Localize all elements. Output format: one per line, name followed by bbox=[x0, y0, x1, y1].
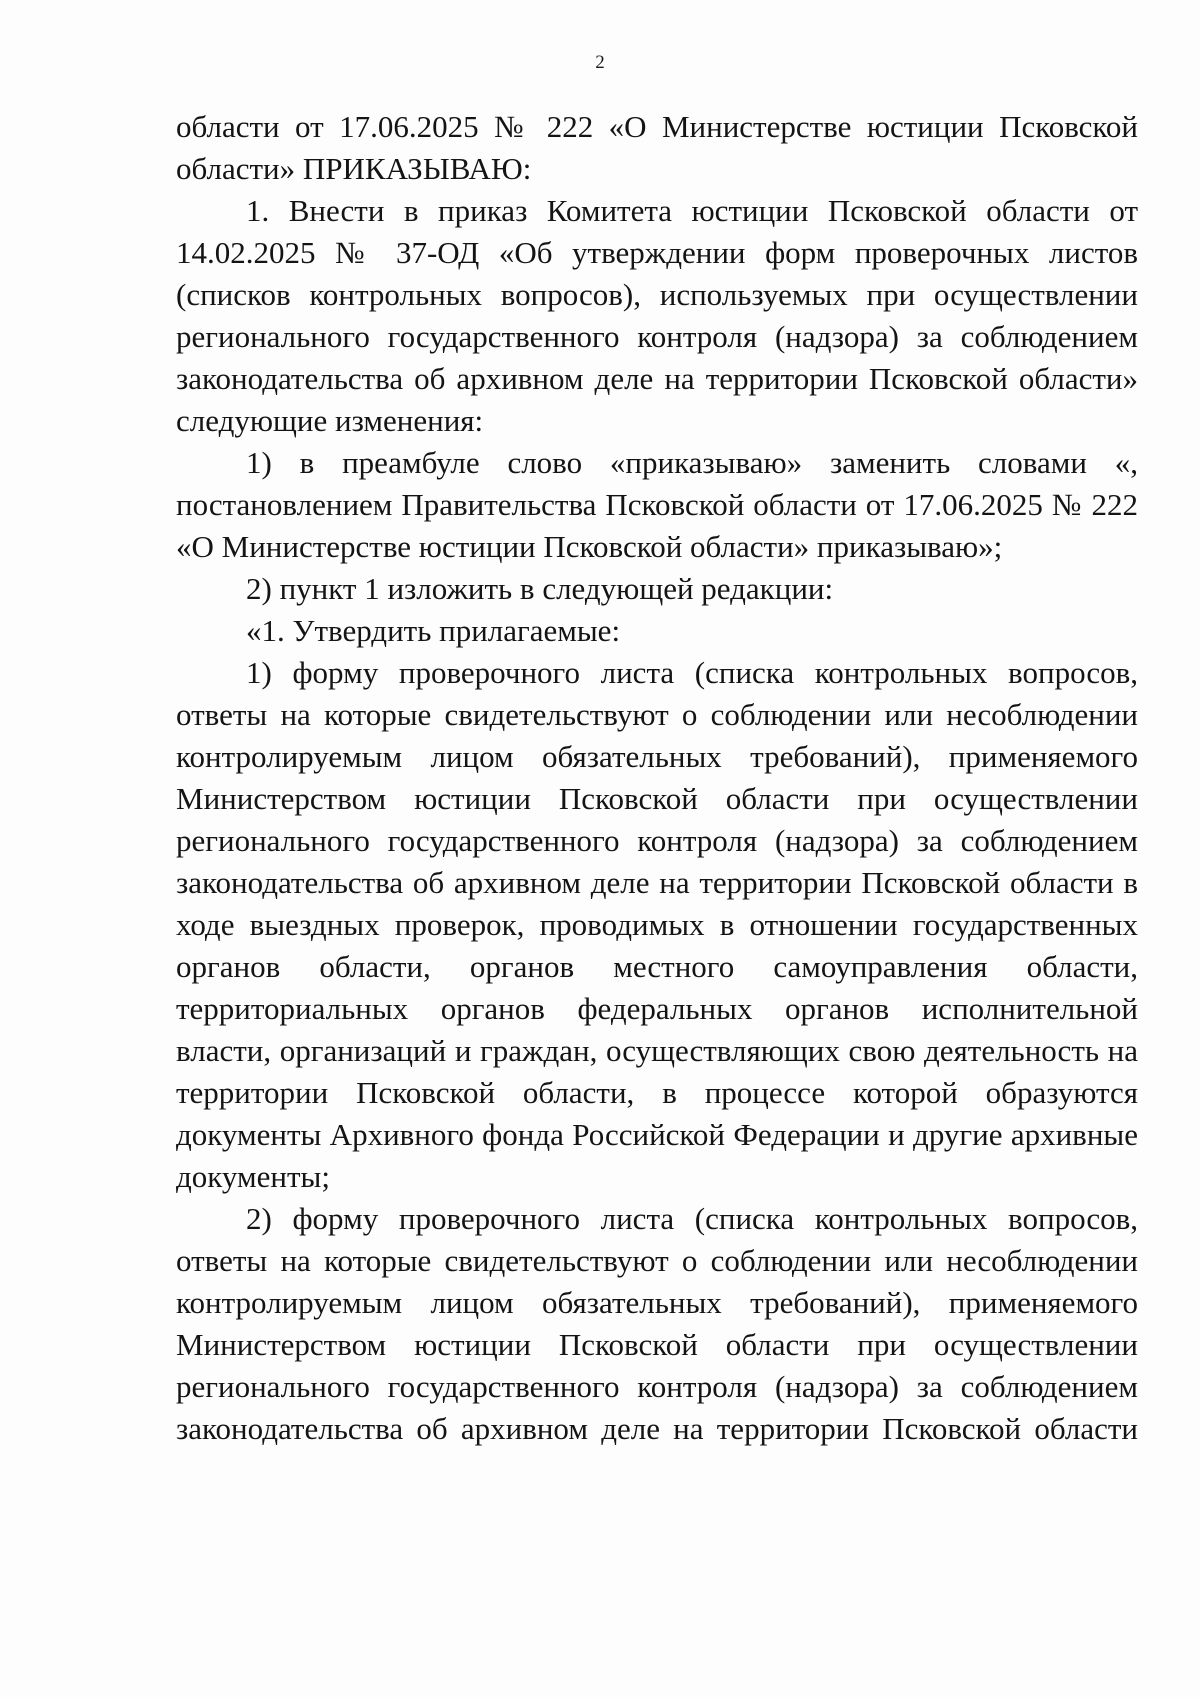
paragraph-subitem-1-preamble: 1) в преамбуле слово «приказываю» заменить словами «, постановлением Правительства Псковской области от 17.06.2025 № 222 «О Министерстве юстиции Псковской области» приказываю»; bbox=[176, 445, 1138, 564]
paragraph-item-1: 1. Внести в приказ Комитета юстиции Псковской области от 14.02.2025 № 37-ОД «Об утверждении форм проверочных листов (списков контрольных вопросов), используемых при осуществлении регионального государственного контроля (надзора) за соблюдением законодательства об архивном деле на территории Псковской области» следующие изменения: bbox=[176, 193, 1138, 438]
paragraph-subitem-2-point-1: 2) пункт 1 изложить в следующей редакции: bbox=[246, 571, 834, 606]
document-body bbox=[176, 106, 1138, 1450]
page-number: 2 bbox=[595, 52, 605, 73]
paragraph-form-2: 2) форму проверочного листа (списка контрольных вопросов, ответы на которые свидетельствуют о соблюдении или несоблюдении контролируемым лицом обязательных требований), применяемого Министерством юстиции Псковской области при осуществлении регионального государственного контроля (надзора) за соблюдением законодательства об архивном деле на территории Псковской области bbox=[176, 1201, 1138, 1446]
paragraph-intro-continuation: области от 17.06.2025 № 222 «О Министерстве юстиции Псковской области» ПРИКАЗЫВАЮ: bbox=[176, 109, 1138, 186]
paragraph-approve-attached: «1. Утвердить прилагаемые: bbox=[246, 613, 621, 648]
paragraph-form-1: 1) форму проверочного листа (списка контрольных вопросов, ответы на которые свидетельствуют о соблюдении или несоблюдении контролируемым лицом обязательных требований), применяемого Министерством юстиции Псковской области при осуществлении регионального государственного контроля (надзора) за соблюдением законодательства об архивном деле на территории Псковской области в ходе выездных проверок, проводимых в отношении государственных органов области, органов местного самоуправления области, территориальных органов федеральных органов исполнительной власти, организаций и граждан, осуществляющих свою деятельность на территории Псковской области, в процессе которой образуются документы Архивного фонда Российской Федерации и другие архивные документы; bbox=[176, 655, 1138, 1194]
